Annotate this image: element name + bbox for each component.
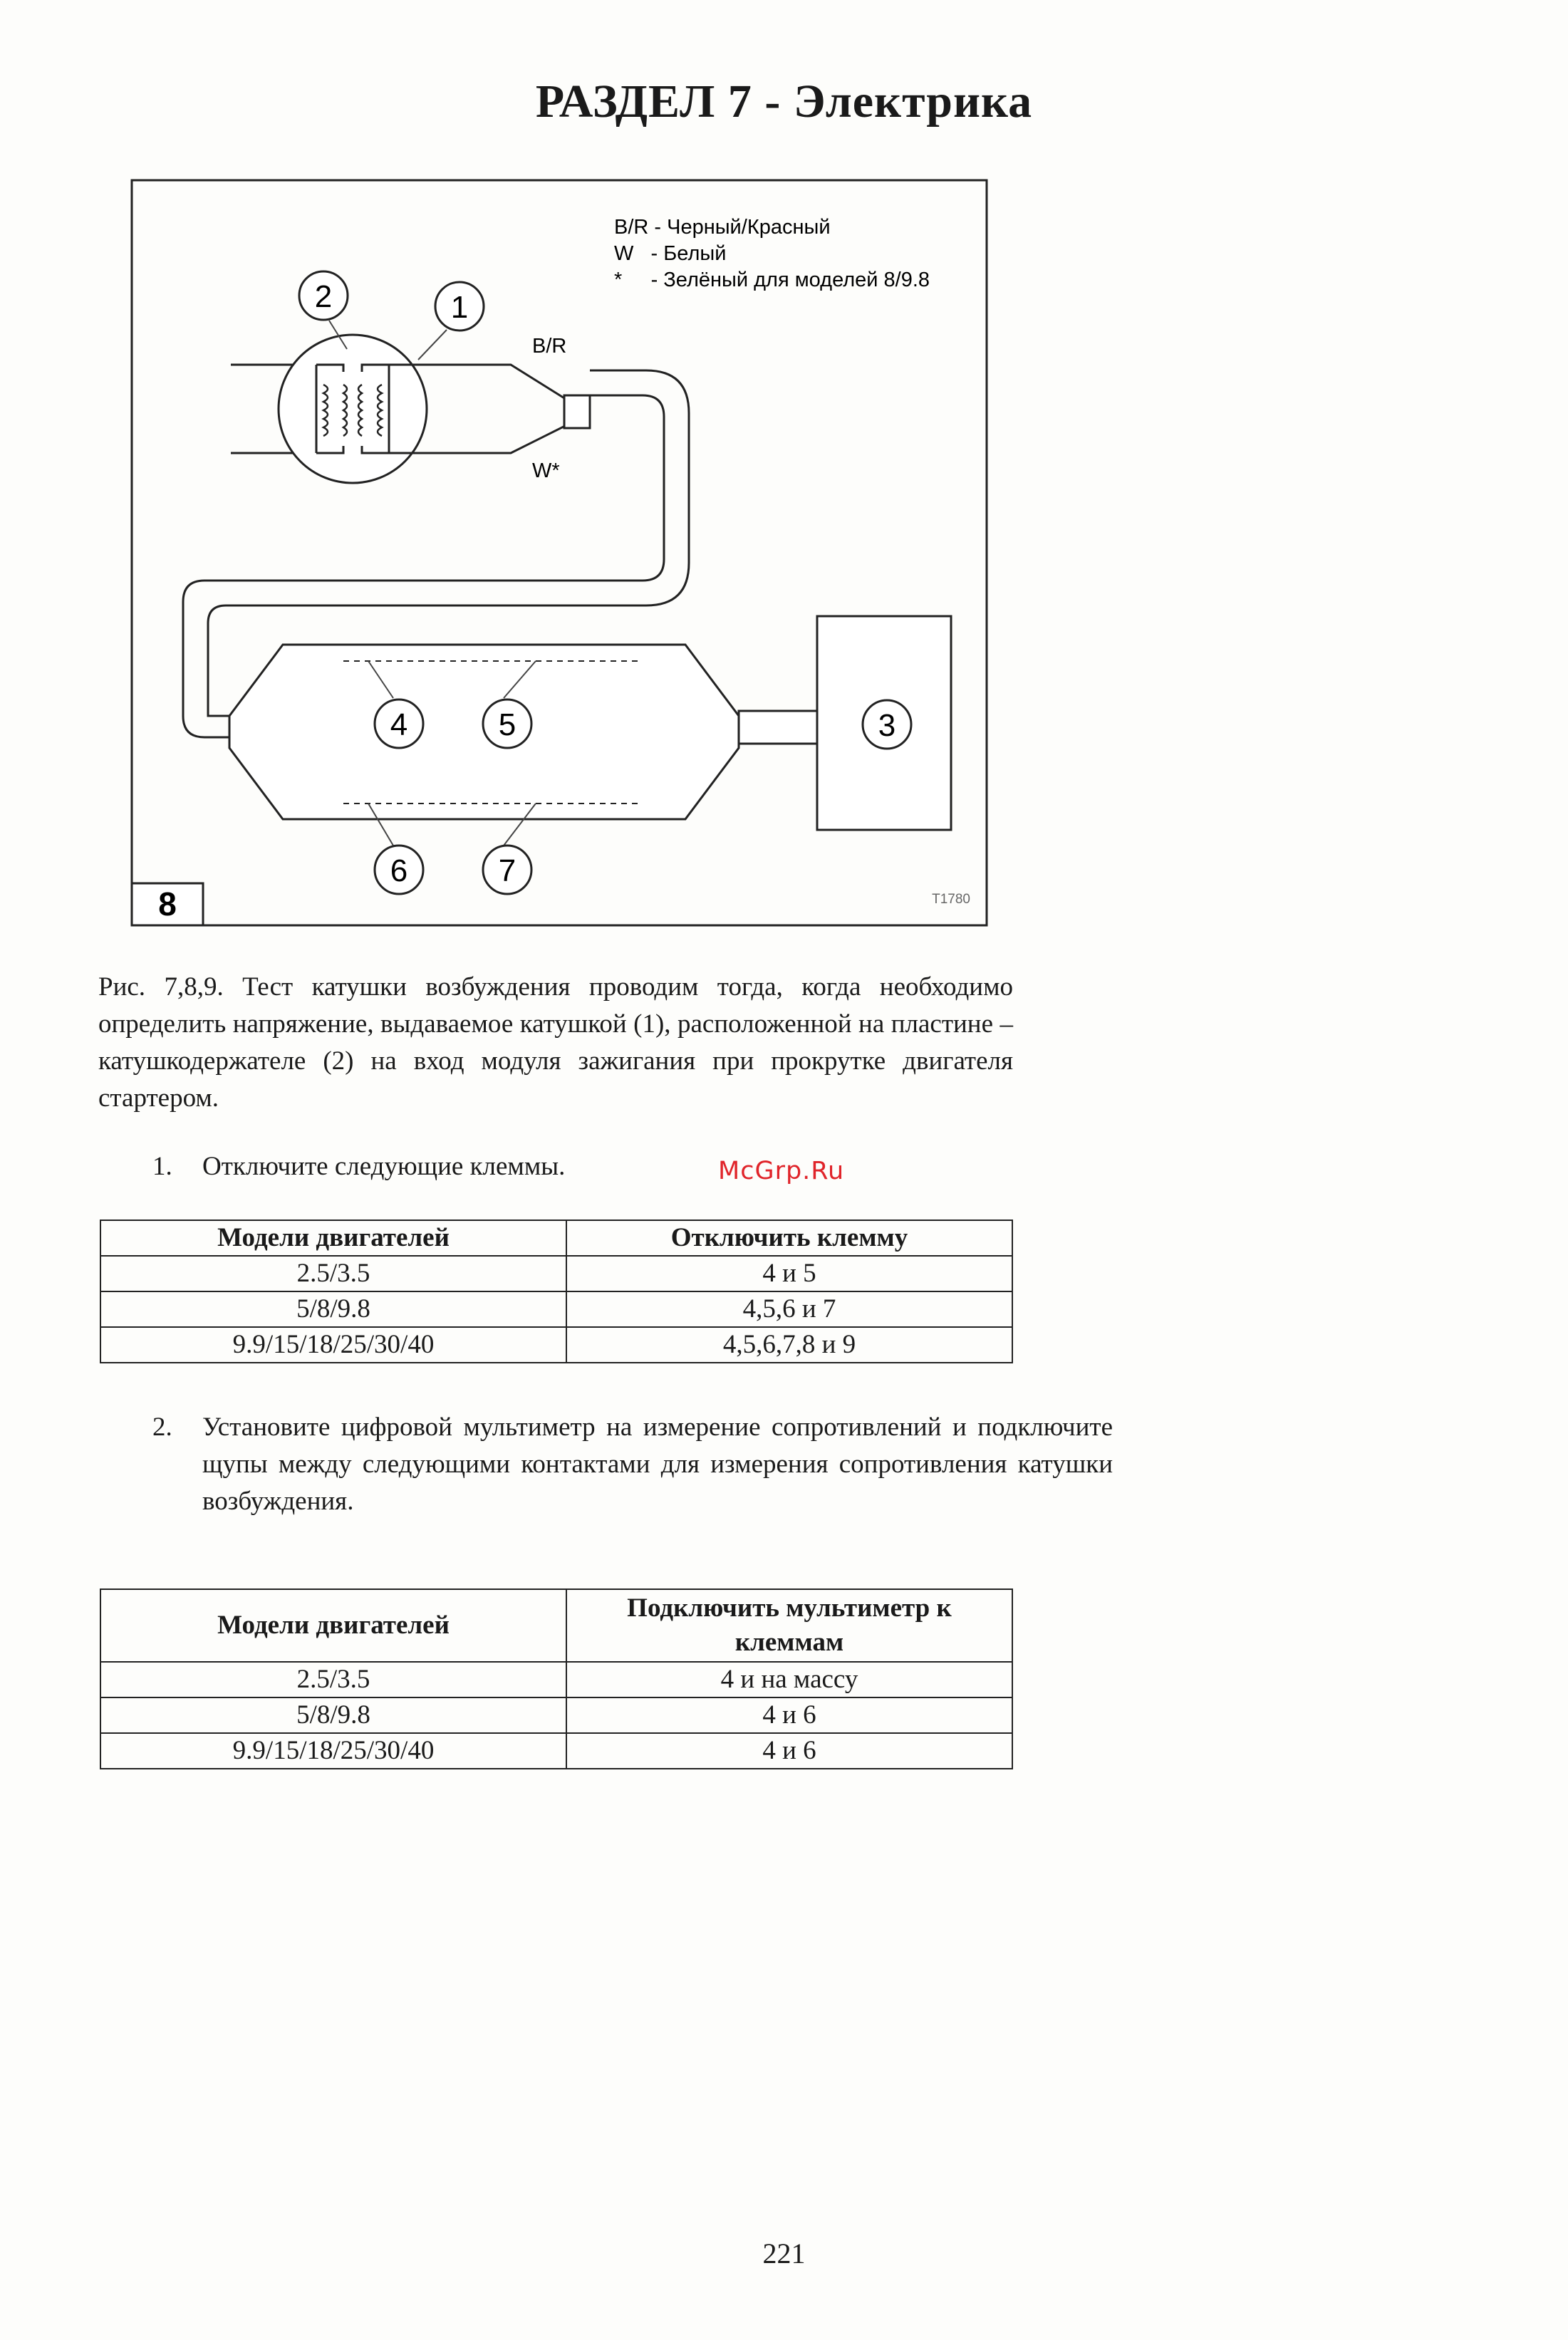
svg-text:6: 6: [390, 853, 408, 888]
callout-5: [483, 700, 531, 748]
step-1: [98, 1148, 1017, 1188]
figure-caption: Рис. 7,8,9. Тест катушки возбуждения проводим тогда, когда необходимо определить напряжение, выдаваемое катушкой (1), расположенной на пластине – катушкодержателе (2) на вход модуля зажигания при прокрутке двигателя стартером.: [98, 972, 1013, 1113]
callout-2: [299, 271, 348, 320]
legend-br: B/R - Черный/Красный: [614, 216, 831, 239]
connector: [564, 395, 590, 428]
disconnect-table: [100, 1220, 1013, 1363]
step-2-number: 2.: [152, 1413, 172, 1442]
table-row: [100, 1256, 1012, 1291]
table-cell: 2.5/3.5: [100, 1662, 566, 1697]
table-row: [100, 1662, 1012, 1697]
table-row: [100, 1327, 1012, 1363]
label-br: B/R: [532, 335, 567, 358]
step-1-text: Отключите следующие клеммы.: [202, 1152, 566, 1181]
step-2: [98, 1409, 1117, 1562]
svg-text:5: 5: [498, 707, 516, 742]
page-title: РАЗДЕЛ 7 - Электрика: [535, 76, 1033, 128]
table-header-row: [100, 1220, 1012, 1256]
legend-green: * - Зелёный для моделей 8/9.8: [614, 269, 930, 291]
legend-w: W - Белый: [614, 242, 727, 265]
page-number: 221: [762, 2237, 806, 2269]
watermark: McGrp.Ru: [718, 1157, 845, 1185]
callout-1: [435, 282, 484, 331]
table-row: [100, 1697, 1012, 1733]
wiring-diagram-figure: [130, 178, 989, 929]
wiring-diagram: [130, 178, 989, 929]
table-cell: 9.9/15/18/25/30/40: [100, 1733, 566, 1769]
callout-6: [375, 846, 423, 894]
table-row: [100, 1733, 1012, 1769]
table-cell: 5/8/9.8: [100, 1291, 566, 1327]
figure-code: T1780: [932, 892, 970, 907]
table-cell: 2.5/3.5: [100, 1256, 566, 1291]
table-header-row: [100, 1589, 1012, 1662]
table-cell: 4 и на массу: [566, 1662, 1012, 1697]
step-2-text: Установите цифровой мультиметр на измерение сопротивлений и подключите щупы между следующими контактами для измерения сопротивления катушки возбуждения.: [202, 1413, 1113, 1516]
table-header: Модели двигателей: [100, 1589, 566, 1662]
svg-text:7: 7: [498, 853, 516, 888]
panel-number: 8: [158, 885, 177, 922]
svg-text:3: 3: [878, 708, 896, 743]
coil-holder-plate: [279, 335, 427, 483]
table-cell: 4,5,6 и 7: [566, 1291, 1012, 1327]
callout-3: [863, 700, 911, 749]
table-cell: 5/8/9.8: [100, 1697, 566, 1733]
table-cell: 9.9/15/18/25/30/40: [100, 1327, 566, 1363]
table-cell: 4 и 5: [566, 1256, 1012, 1291]
svg-text:4: 4: [390, 707, 408, 742]
callout-4: [375, 700, 423, 748]
callout-7: [483, 846, 531, 894]
svg-text:1: 1: [450, 290, 469, 325]
table-header: Подключить мультиметр к клеммам: [566, 1589, 1012, 1662]
table-header: Модели двигателей: [100, 1220, 566, 1256]
step-1-number: 1.: [152, 1152, 172, 1181]
table-cell: 4 и 6: [566, 1697, 1012, 1733]
table-cell: 4 и 6: [566, 1733, 1012, 1769]
multimeter-table: [100, 1588, 1013, 1769]
table-row: [100, 1291, 1012, 1327]
table-cell: 4,5,6,7,8 и 9: [566, 1327, 1012, 1363]
svg-text:2: 2: [314, 279, 333, 314]
table-header: Отключить клемму: [566, 1220, 1012, 1256]
label-w: W*: [532, 459, 560, 482]
